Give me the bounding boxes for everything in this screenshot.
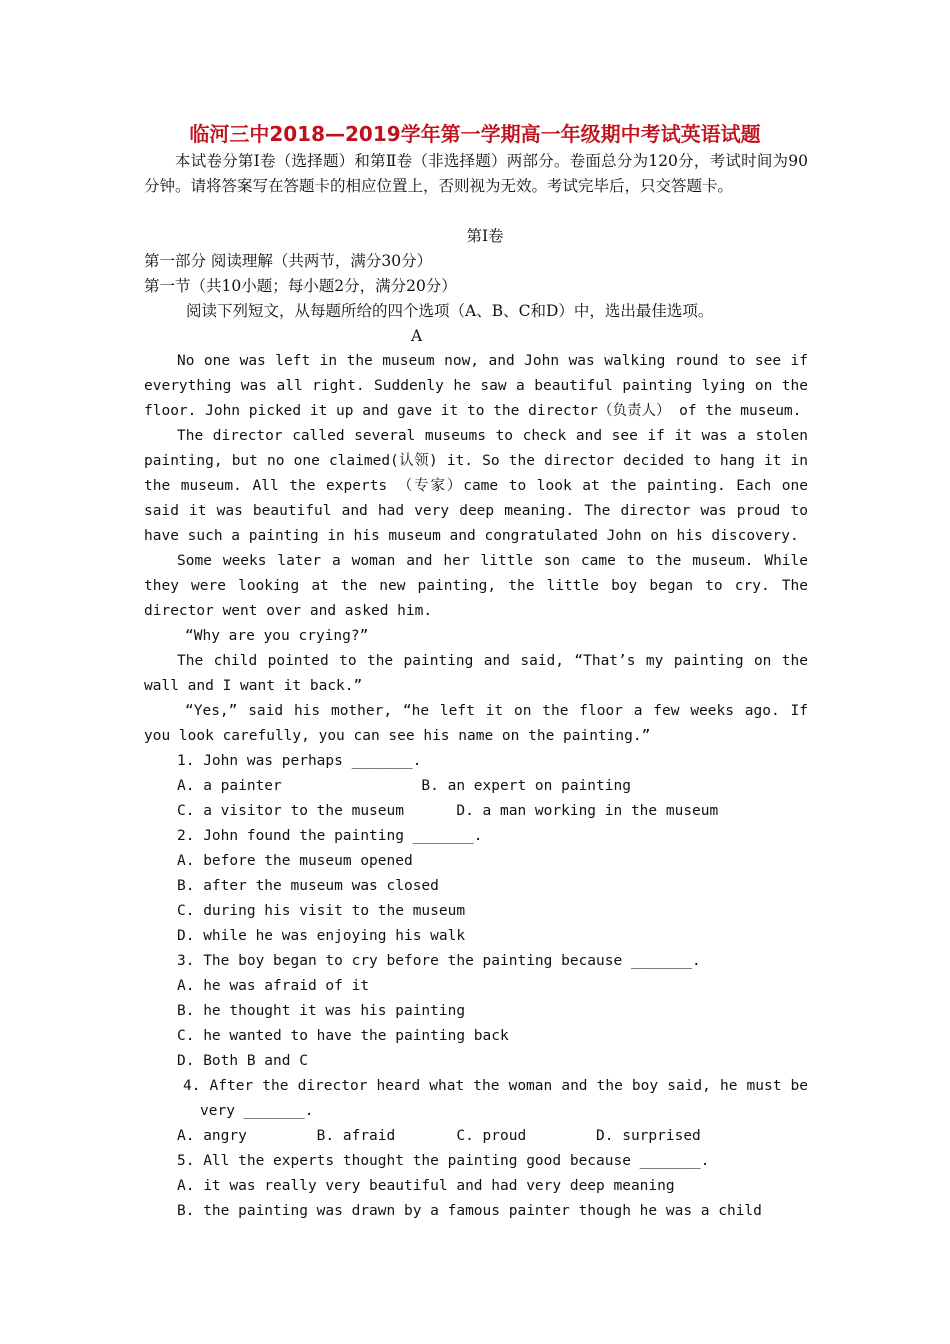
option-line: D. Both B and C [177, 1053, 308, 1069]
part-heading: 第一部分 阅读理解（共两节，满分30分） [144, 252, 433, 270]
option-line: B. the painting was drawn by a famous painter though he was a child [177, 1203, 762, 1219]
option-line: A. it was really very beautiful and had very deep meaning [177, 1178, 675, 1194]
option-line: B. after the museum was closed [177, 878, 439, 894]
instruction-text: 阅读下列短文，从每题所给的四个选项（A、B、C和D）中，选出最佳选项。 [186, 302, 714, 320]
passage-paragraph: The child pointed to the painting and said, “That’s my painting on the wall and I want it back.” [144, 653, 808, 694]
option-line: B. he thought it was his painting [177, 1003, 466, 1019]
volume-heading: 第Ⅰ卷 [466, 227, 504, 245]
passage-label: A [411, 327, 423, 345]
question-line: 3. The boy began to cry before the painting because _______. [177, 953, 701, 969]
intro-paragraph: 本试卷分第Ⅰ卷（选择题）和第Ⅱ卷（非选择题）两部分。卷面总分为120分，考试时间为90分钟。请将答案写在答题卡的相应位置上，否则视为无效。考试完毕后，只交答题卡。 [144, 152, 808, 195]
section-heading: 第一节（共10小题；每小题2分，满分20分） [144, 277, 457, 295]
question-line: 4. After the director heard what the woman and the boy said, he must be very _______. [183, 1078, 808, 1119]
option-line: A. a painter B. an expert on painting [177, 778, 631, 794]
passage-paragraph: No one was left in the museum now, and John was walking round to see if everything was all right. Suddenly he saw a beautiful painting lying on the floor. John picked it up and gave it to the director（负责人） of the museum. [144, 353, 808, 419]
question-line: 5. All the experts thought the painting good because _______. [177, 1153, 710, 1169]
option-line: C. a visitor to the museum D. a man working in the museum [177, 803, 719, 819]
option-line: A. he was afraid of it [177, 978, 370, 994]
option-line: A. angry B. afraid C. proud D. surprised [177, 1128, 701, 1144]
passage-paragraph: The director called several museums to check and see if it was a stolen painting, but no one claimed(认领) it. So the director decided to hang it in the museum. All the experts （专家）came to look at the painting. Each one said it was beautiful and had very deep meaning. The director was proud to have such a painting in his museum and congratulated John on his discovery. [144, 428, 808, 544]
passage-paragraph: Some weeks later a woman and her little son came to the museum. While they were looking at the new painting, the little boy began to cry. The director went over and asked him. [144, 553, 808, 619]
option-line: D. while he was enjoying his walk [177, 928, 466, 944]
reading-body [144, 349, 808, 1224]
passage-paragraph: “Yes,” said his mother, “he left it on the floor a few weeks ago. If you look carefully, you can see his name on the painting.” [144, 703, 808, 744]
question-line: 1. John was perhaps _______. [177, 753, 422, 769]
page-title: 临河三中2018—2019学年第一学期高一年级期中考试英语试题 [189, 122, 761, 146]
passage-paragraph: “Why are you crying?” [185, 628, 369, 644]
question-line: 2. John found the painting _______. [177, 828, 483, 844]
option-line: C. during his visit to the museum [177, 903, 466, 919]
option-line: A. before the museum opened [177, 853, 413, 869]
option-line: C. he wanted to have the painting back [177, 1028, 509, 1044]
